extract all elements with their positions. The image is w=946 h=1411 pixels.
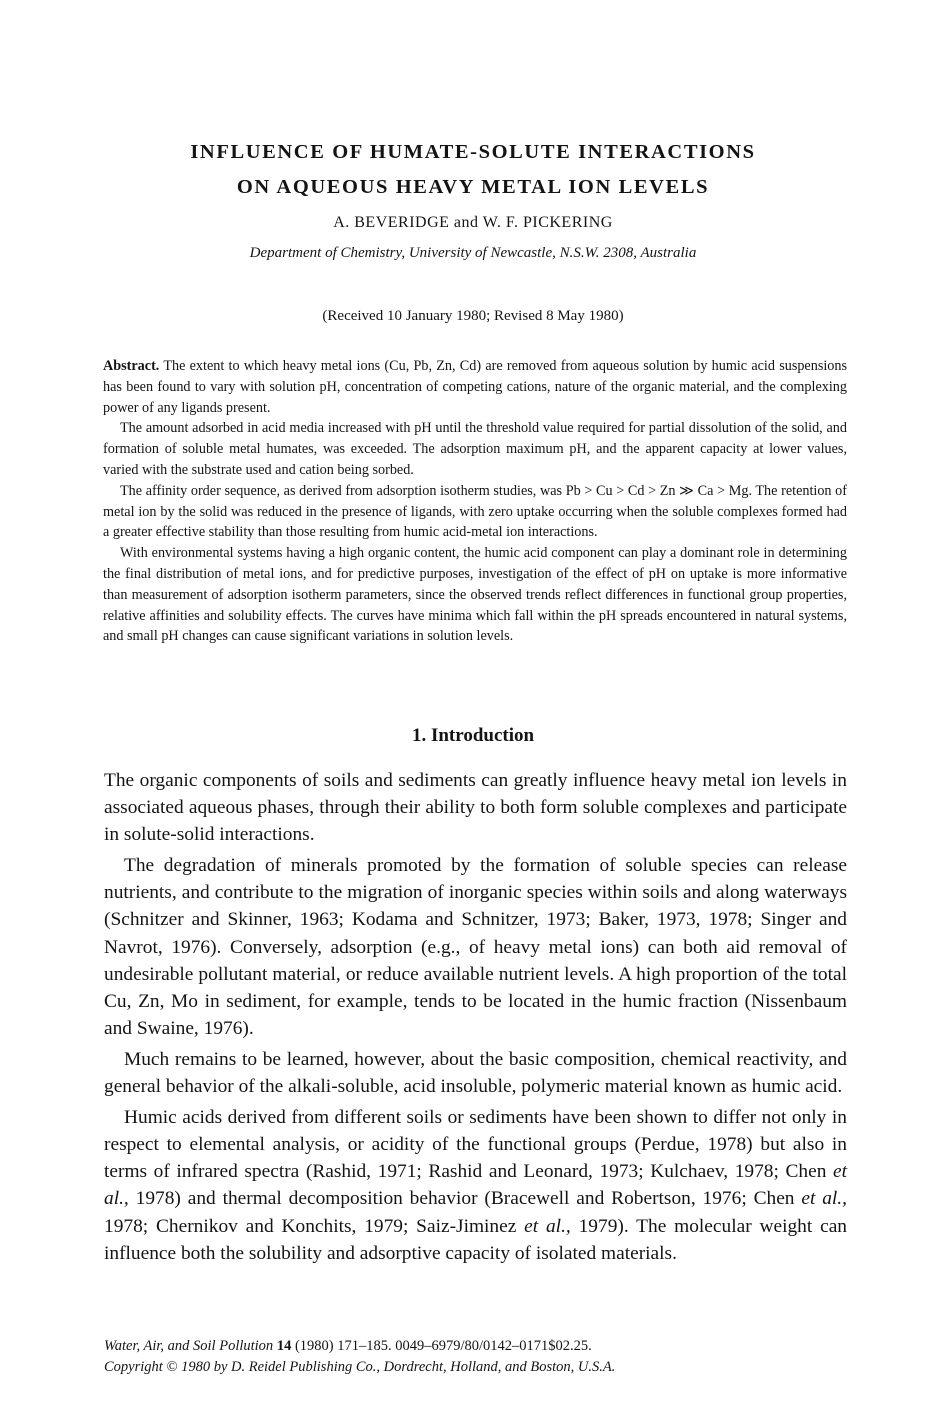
intro-p4-etal-1: et al., [104,1161,847,1210]
intro-p4-text-3: 1978; Chernikov and Konchits, 1979; Saiz-Jiminez [104,1215,517,1237]
abstract-label: Abstract. [103,358,160,374]
intro-p4-etal-2: et al., [801,1188,847,1210]
abstract-text-1: The extent to which heavy metal ions (Cu, Pb, Zn, Cd) are removed from aqueous solution by humic acid suspensions has been found to vary with solution pH, concentration of competing cations, nature of the organic material, and the complexing power of any ligands present. [103,358,847,416]
title-line-1: INFLUENCE OF HUMATE-SOLUTE INTERACTIONS [190,141,756,163]
journal-citation [104,1336,847,1357]
intro-paragraph-3: Much remains to be learned, however, about the basic composition, chemical reactivity, and general behavior of the alkali-soluble, acid insoluble, polymeric material known as humic acid. [104,1048,847,1098]
journal-volume: 14 [276,1338,292,1354]
title-line-2: ON AQUEOUS HEAVY METAL ION LEVELS [236,176,710,198]
authors: A. BEVERIDGE and W. F. PICKERING [333,214,613,231]
journal-pages: (1980) 171–185. 0049–6979/80/0142–0171$02.25. [294,1338,592,1354]
affiliation: Department of Chemistry, University of Newcastle, N.S.W. 2308, Australia [249,245,697,261]
journal-name: Water, Air, and Soil Pollution [104,1338,274,1354]
abstract [103,356,847,647]
intro-p4-text-2: 1978) and thermal decomposition behavior (Bracewell and Robertson, 1976; Chen [135,1188,795,1210]
citation-footer [104,1336,847,1377]
received-dates: (Received 10 January 1980; Revised 8 May 1980) [322,308,624,324]
intro-paragraph-1: The organic components of soils and sediments can greatly influence heavy metal ion levels in associated aqueous phases, through their ability to both form soluble complexes and participate in solute-solid interactions. [104,770,847,846]
abstract-paragraph-1 [103,356,847,418]
abstract-paragraph-3: The affinity order sequence, as derived from adsorption isotherm studies, was Pb > Cu > Cd > Zn ≫ Ca > Mg. The retention of metal ion by the solid was reduced in the presence of ligands, with zero uptake occurring when the soluble complexes formed had a greater effective stability than those resulting from humic acid-metal ion interactions. [103,482,847,541]
introduction-body [104,767,847,1271]
abstract-paragraph-4: With environmental systems having a high organic content, the humic acid component can play a dominant role in determining the final distribution of metal ions, and for predictive purposes, investigation of the effect of pH on uptake is more informative than measurement of adsorption isotherm parameters, since the observed trends reflect differences in functional group properties, relative affinities and solubility effects. The curves have minima which fall within the pH spreads encountered in natural systems, and small pH changes can cause significant variations in solution levels. [103,545,847,645]
intro-p4-text-1: Humic acids derived from different soils or sediments have been shown to differ not only in respect to elemental analysis, or acidity of the functional groups (Perdue, 1978) but also in terms of infrared spectra (Rashid, 1971; Rashid and Leonard, 1973; Kulchaev, 1978; Chen [104,1107,847,1183]
abstract-paragraph-2: The amount adsorbed in acid media increased with pH until the threshold value required for partial dissolution of the solid, and formation of soluble metal humates, was exceeded. The adsorption maximum pH, and the apparent capacity at lower values, varied with the substrate used and cation being sorbed. [103,420,847,478]
copyright-line: Copyright © 1980 by D. Reidel Publishing Co., Dordrecht, Holland, and Boston, U.S.A. [104,1358,616,1375]
intro-p4-text-4: 1979). The molecular weight can influence both the solubility and adsorptive capacity of isolated materials. [104,1215,847,1264]
section-heading-introduction: 1. Introduction [411,725,535,746]
intro-paragraph-4 [104,1104,847,1267]
intro-paragraph-2: The degradation of minerals promoted by the formation of soluble species can release nutrients, and contribute to the migration of inorganic species within soils and along waterways (Schnitzer and Skinner, 1963; Kodama and Schnitzer, 1973; Baker, 1973, 1978; Singer and Navrot, 1976). Conversely, adsorption (e.g., of heavy metal ions) can both aid removal of undesirable pollutant material, or reduce available nutrient levels. A high proportion of the total Cu, Zn, Mo in sediment, for example, tends to be located in the humic fraction (Nissenbaum and Swaine, 1976). [104,855,847,1039]
intro-p4-etal-3: et al., [524,1215,571,1237]
